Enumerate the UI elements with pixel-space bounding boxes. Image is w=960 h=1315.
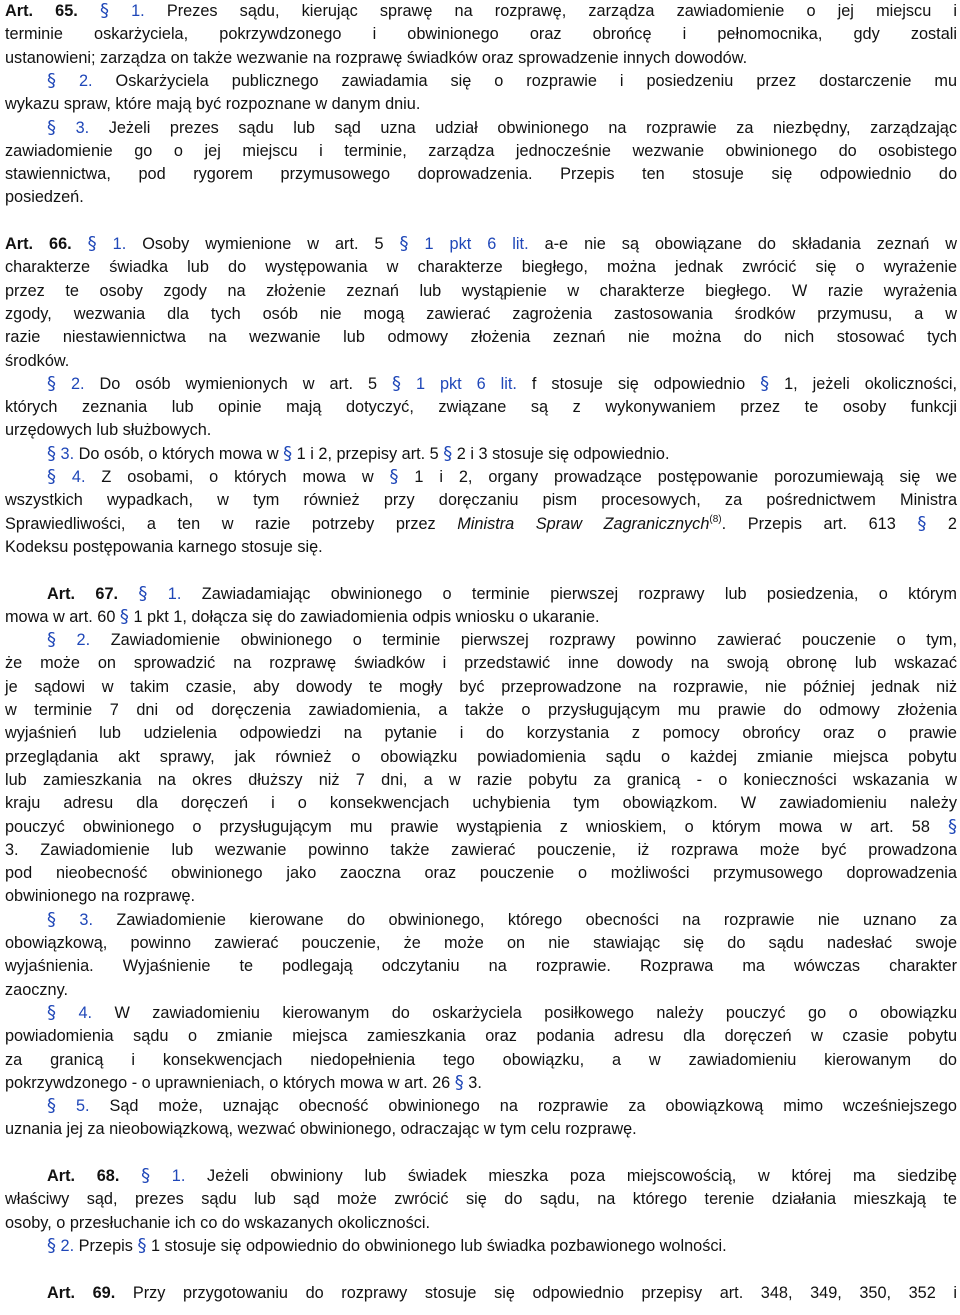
cross-reference-link[interactable]: § (917, 512, 927, 534)
text-line: osoby, o przesłuchanie ich co do wskazanych okoliczności. (5, 1213, 431, 1232)
text-line: § 2. Zawiadomienie obwinionego o terminie pierwszej rozprawy powinno zawierać pouczenie o tym, (47, 629, 957, 651)
text-line: je sądowi w takim czasie, aby dowody te mogły być przeprowadzone na rozprawie, nie później jednak niż (5, 677, 957, 696)
text-line: § 2. Do osób wymienionych w art. 5 § 1 pkt 6 lit. f stosuje się odpowiednio § 1, jeżeli okoliczności, (47, 372, 957, 394)
cross-reference-link[interactable]: § 3. (47, 116, 90, 138)
text-line: terminie oskarżyciela, pokrzywdzonego i obwinionego oraz obrońcę i pełnomocnika, gdy zostali (5, 25, 957, 44)
text-line: uznania jej za nieobowiązkową, wezwać obwinionego, odraczając w tym celu rozprawę. (5, 1120, 637, 1139)
text-line: pouczyć obwinionego o przysługującym mu prawie wystąpienia z wnioskiem, o którym mowa w art. 58 § (5, 815, 957, 837)
text-line: Art. 67. § 1. Zawiadamiając obwinionego o terminie pierwszej rozprawy lub posiedzenia, o którym (47, 582, 957, 604)
cross-reference-link[interactable]: § 1. (138, 582, 182, 604)
text-line: wykazu spraw, które mają być rozpoznane w danym dniu. (5, 95, 421, 114)
text-line: lub zamieszkania na okres dłuższy niż 7 dni, a w razie pobytu za granicą - o konieczności wskazania w (5, 770, 957, 789)
cross-reference-link[interactable]: § 2. (47, 629, 91, 651)
text-line: pod nieobecność obwinionego jako zaoczna oraz pouczenie o możliwości przymusowego doprowadzenia (5, 864, 957, 883)
text-line: zawiadomienie go o jej miejscu i terminie, zarządza jednocześnie wezwanie obwinionego do osobistego (5, 141, 957, 160)
cross-reference-link[interactable]: § 3. (47, 908, 93, 930)
cross-reference-link[interactable]: § 1. (99, 0, 145, 21)
text-line: wyjaśnień lub udzielenia odpowiedzi na pytanie i do korzystania z pomocy obrońcy oraz o prawie (5, 724, 957, 743)
cross-reference-link[interactable]: § (389, 466, 399, 487)
cross-reference-link[interactable]: § (454, 1071, 464, 1093)
text-line: § 3. Zawiadomienie kierowane do obwinionego, którego obecności na rozprawie nie uznano za (47, 908, 957, 930)
cross-reference-link[interactable]: § 3. (47, 442, 75, 464)
text-line: wszystkich wypadkach, w tym również przy doręczaniu pism procesowych, za pośrednictwem Ministra (5, 491, 957, 510)
text-line: § 4. Z osobami, o których mowa w § 1 i 2, organy prowadzące postępowanie porozumiewają się we (47, 466, 957, 487)
text-line: § 2. Przepis § 1 stosuje się odpowiednio do obwinionego lub świadka pozbawionego wolności. (47, 1234, 727, 1256)
text-line: § 3. Jeżeli prezes sądu lub sąd uzna udział obwinionego na rozprawie za niezbędny, zarządzając (47, 116, 957, 138)
cross-reference-link[interactable]: § (119, 605, 129, 627)
text-line: kraju adresu dla doręczeń i o konsekwencjach uchybienia tym obowiązkom. W zawiadomieniu należy (5, 794, 957, 813)
text-line: przez te osoby zgody na złożenie zeznań lub wystąpienie w charakterze biegłego. W razie wyrażenia (5, 281, 957, 300)
text-line: obwinionego na rozprawę. (5, 887, 196, 906)
article-number: Art. 66. (5, 235, 72, 253)
text-line: razie niestawiennictwa na wezwanie lub odmowy złożenia zeznań nie można do nich stosować tych (5, 328, 957, 347)
text-line: § 5. Sąd może, uznając obecność obwinionego na rozprawie za obowiązkową mimo wcześniejszego (47, 1095, 957, 1117)
text-line: wyjaśnienia. Wyjaśnienie te podlegają odczytaniu na rozprawie. Rozprawa ma wówczas charakter (5, 957, 957, 976)
cross-reference-link[interactable]: § (948, 815, 957, 837)
cross-reference-link[interactable]: § 1. (87, 233, 127, 254)
text-line: pokrzywdzonego - o uprawnieniach, o których mowa w art. 26 § 3. (5, 1071, 482, 1093)
article-number: Art. 65. (5, 2, 78, 20)
cross-reference-link[interactable]: § (137, 1234, 147, 1256)
cross-reference-link[interactable]: § 4. (47, 466, 86, 487)
text-line: obowiązkową, powinno zawierać pouczenie, że może on nie stawiając się do sądu nadesłać swoje (5, 934, 957, 952)
text-line: 3. Zawiadomienie lub wezwanie powinno także zawierać pouczenie, iż rozprawa może być prowadzona (5, 840, 957, 859)
text-line: Sprawiedliwości, a ten w razie potrzeby przez Ministra Spraw Zagranicznych$^{(8)}$. Przepis art. 613 § 2 (5, 512, 957, 534)
cross-reference-link[interactable]: § 5. (47, 1095, 90, 1117)
text-line: Art. 69. Przy przygotowaniu do rozprawy stosuje się odpowiednio przepisy art. 348, 349, 350, 352 i (47, 1283, 957, 1302)
article-number: Art. 69. (47, 1283, 116, 1302)
cross-reference-link[interactable]: § 1. (141, 1165, 186, 1186)
text-line: § 3. Do osób, o których mowa w § 1 i 2, przepisy art. 5 § 2 i 3 stosuje się odpowiednio. (47, 442, 670, 464)
cross-reference-link[interactable]: § 1 pkt 6 lit. (391, 372, 517, 394)
text-line: powiadomienia sądu o zmianie miejsca zamieszkania oraz podania adresu dla doręczeń w czasie pobytu (5, 1027, 957, 1046)
cross-reference-link[interactable]: § 2. (47, 372, 85, 394)
text-line: § 2. Oskarżyciela publicznego zawiadamia się o rozprawie i posiedzeniu przez dostarczenie mu (47, 69, 957, 91)
cross-reference-link[interactable]: § 1 pkt 6 lit. (399, 233, 529, 254)
text-line: za granicą i konsekwencjach niedopełnienia tego obowiązku, a w zawiadomieniu kierowanym do (5, 1050, 957, 1069)
cross-reference-link[interactable]: § 2. (47, 1234, 75, 1256)
text-line: stawiennictwa, pod rygorem przymusowego doprowadzenia. Przepis ten stosuje się odpowiednio do (5, 165, 957, 184)
text-line: których zeznania lub opinie mają dotyczyć, związane są z wykonywaniem przez te osoby funkcji (5, 398, 957, 417)
text-line: właściwy sąd, prezes sądu lub sąd może zwrócić się do sądu, na którego terenie działania mieszkają te (5, 1190, 957, 1209)
text-line: Art. 68. § 1. Jeżeli obwiniony lub świadek mieszka poza miejscowością, w której ma siedzibę (47, 1165, 957, 1186)
text-line: charakterze świadka lub do występowania w charakterze biegłego, można jednak zwrócić się o wyrażenie (5, 258, 957, 277)
cross-reference-link[interactable]: § (283, 442, 293, 464)
text-line: zaoczny. (5, 980, 69, 999)
text-line: Kodeksu postępowania karnego stosuje się. (5, 537, 323, 556)
blank-line (5, 559, 957, 581)
text-line: posiedzeń. (5, 188, 84, 207)
blank-line (5, 1142, 957, 1164)
text-line: przeglądania akt sprawy, jak również o obowiązku powiadomienia sądu o każdej zmianie miejsca pobytu (5, 747, 957, 766)
text-line: Art. 66. § 1. Osoby wymienione w art. 5 § 1 pkt 6 lit. a-e nie są obowiązane do składania zeznań w (5, 233, 957, 254)
text-line: zgody, wezwania dla tych osób nie mogą zawierać zagrożenia zastosowania środków przymusu, a w (5, 304, 957, 323)
article-number: Art. 68. (47, 1167, 120, 1185)
text-line: że może on sprowadzić na rozprawę świadków i przedstawić inne dowody na swoją obronę lub wskazać (5, 654, 957, 673)
cross-reference-link[interactable]: § 4. (47, 1001, 93, 1023)
text-line: w terminie 7 dni od doręczenia zawiadomienia, a także o przysługującym mu prawie do odmowy złożenia (5, 701, 957, 719)
text-line: urzędowych lub służbowych. (5, 421, 212, 440)
text-line: mowa w art. 60 § 1 pkt 1, dołącza się do zawiadomienia odpis wniosku o ukaranie. (5, 605, 600, 627)
text-line: środków. (5, 351, 70, 370)
blank-line (5, 210, 957, 232)
cross-reference-link[interactable]: § 2. (47, 69, 93, 91)
cross-reference-link[interactable]: § (443, 442, 453, 464)
text-line: ustanowieni; zarządza on także wezwanie na rozprawę świadków oraz sprowadzenie innych dowodów. (5, 48, 748, 67)
blank-line (5, 1258, 957, 1280)
text-line: Art. 65. § 1. Prezes sądu, kierując sprawę na rozprawę, zarządza zawiadomienie o jej miejscu i (5, 0, 958, 21)
cross-reference-link[interactable]: § (760, 372, 770, 394)
text-line: § 4. W zawiadomieniu kierowanym do oskarżyciela posiłkowego należy pouczyć go o obowiązku (47, 1001, 958, 1023)
article-number: Art. 67. (47, 584, 119, 603)
